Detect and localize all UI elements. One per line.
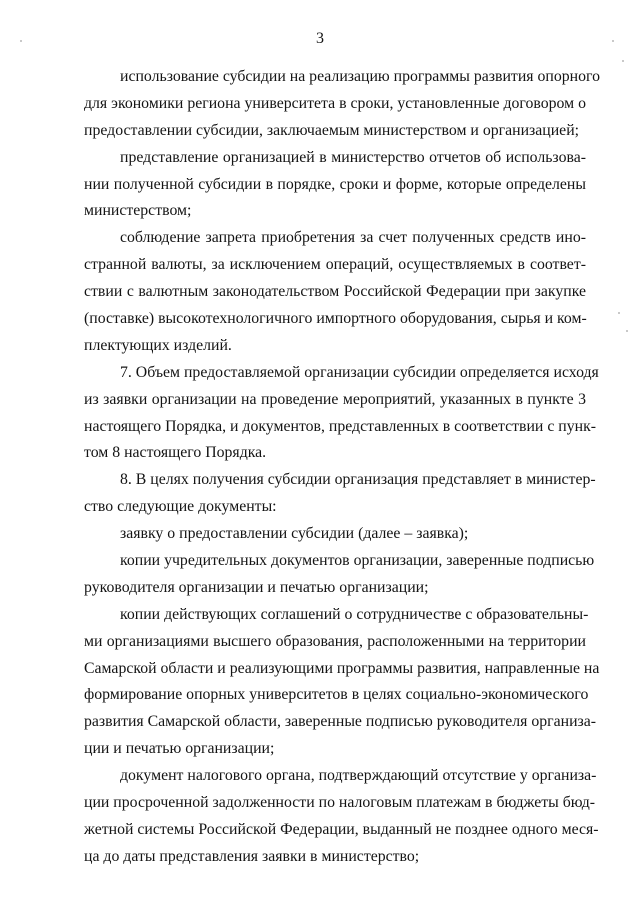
paragraph-line: документ налогового органа, подтверждающий отсутствие у организа- <box>120 767 597 785</box>
paragraph-line: Самарской области и реализующими программы развития, направленные на <box>84 659 600 677</box>
paragraph-line: 7. Объем предоставляемой организации субсидии определяется исходя <box>120 363 599 381</box>
paragraph-line: использование субсидии на реализацию программы развития опорного <box>120 68 600 85</box>
scan-artifact <box>618 312 620 314</box>
scan-artifact <box>622 60 624 62</box>
paragraph-line: ствии с валютным законодательством Российской Федерации при закупке <box>84 283 586 301</box>
paragraph-line: ца до даты представления заявки в министерство; <box>84 847 420 865</box>
paragraph-line: руководителя организации и печатью организации; <box>84 578 429 596</box>
paragraph-line: (поставке) высокотехнологичного импортного оборудования, сырья и ком- <box>84 310 587 328</box>
paragraph-line: ство следующие документы: <box>84 498 277 516</box>
paragraph-line: министерством; <box>84 202 192 220</box>
paragraph-line: 8. В целях получения субсидии организация представляет в министер- <box>120 471 596 489</box>
scan-artifact <box>612 40 614 42</box>
page-number: 3 <box>316 30 324 47</box>
paragraph <box>84 145 586 226</box>
paragraph-line: плектующих изделий. <box>84 336 232 354</box>
paragraph-line: настоящего Порядка, и документов, представленных в соответствии с пунк- <box>84 417 597 435</box>
paragraph-line: копии учредительных документов организации, заверенные подписью <box>120 552 595 570</box>
paragraph-line: соблюдение запрета приобретения за счет полученных средств ино- <box>120 229 586 247</box>
paragraph-line: из заявки организации на проведение мероприятий, указанных в пункте 3 <box>84 390 586 408</box>
paragraph-line: копии действующих соглашений о сотрудничестве с образовательны- <box>120 605 589 623</box>
paragraph-line: том 8 настоящего Порядка. <box>84 444 267 462</box>
paragraph <box>84 64 600 145</box>
paragraph-line: жетной системы Российской Федерации, выданный не позднее одного меся- <box>84 820 599 838</box>
paragraph <box>84 602 600 763</box>
paragraph-line: нии полученной субсидии в порядке, сроки и форме, которые определены <box>84 175 586 193</box>
scan-artifact <box>626 330 628 332</box>
paragraph <box>84 521 586 548</box>
paragraph <box>84 467 596 521</box>
paragraph-line: предоставлении субсидии, заключаемым министерством и организацией; <box>84 121 580 139</box>
paragraph <box>84 548 595 602</box>
paragraph-line: представление организацией в министерство отчетов об использова- <box>120 148 586 166</box>
paragraph-line: ми организациями высшего образования, расположенными на территории <box>84 632 586 650</box>
paragraph-line: формирование опорных университетов в целях социально-экономического <box>84 686 589 704</box>
document-body <box>84 64 600 871</box>
paragraph <box>84 225 586 359</box>
paragraph-line: ции просроченной задолженности по налоговым платежам в бюджеты бюд- <box>84 794 596 812</box>
paragraph <box>84 763 599 871</box>
paragraph-line: заявку о предоставлении субсидии (далее – заявка); <box>120 525 469 543</box>
paragraph-line: странной валюты, за исключением операций, осуществляемых в соответ- <box>84 256 586 274</box>
paragraph-line: для экономики региона университета в сроки, установленные договором о <box>84 94 586 112</box>
paragraph-line: развития Самарской области, заверенные подписью руководителя организа- <box>84 713 597 731</box>
scan-artifact <box>20 40 22 42</box>
paragraph-line: ции и печатью организации; <box>84 740 275 758</box>
paragraph <box>84 360 599 468</box>
